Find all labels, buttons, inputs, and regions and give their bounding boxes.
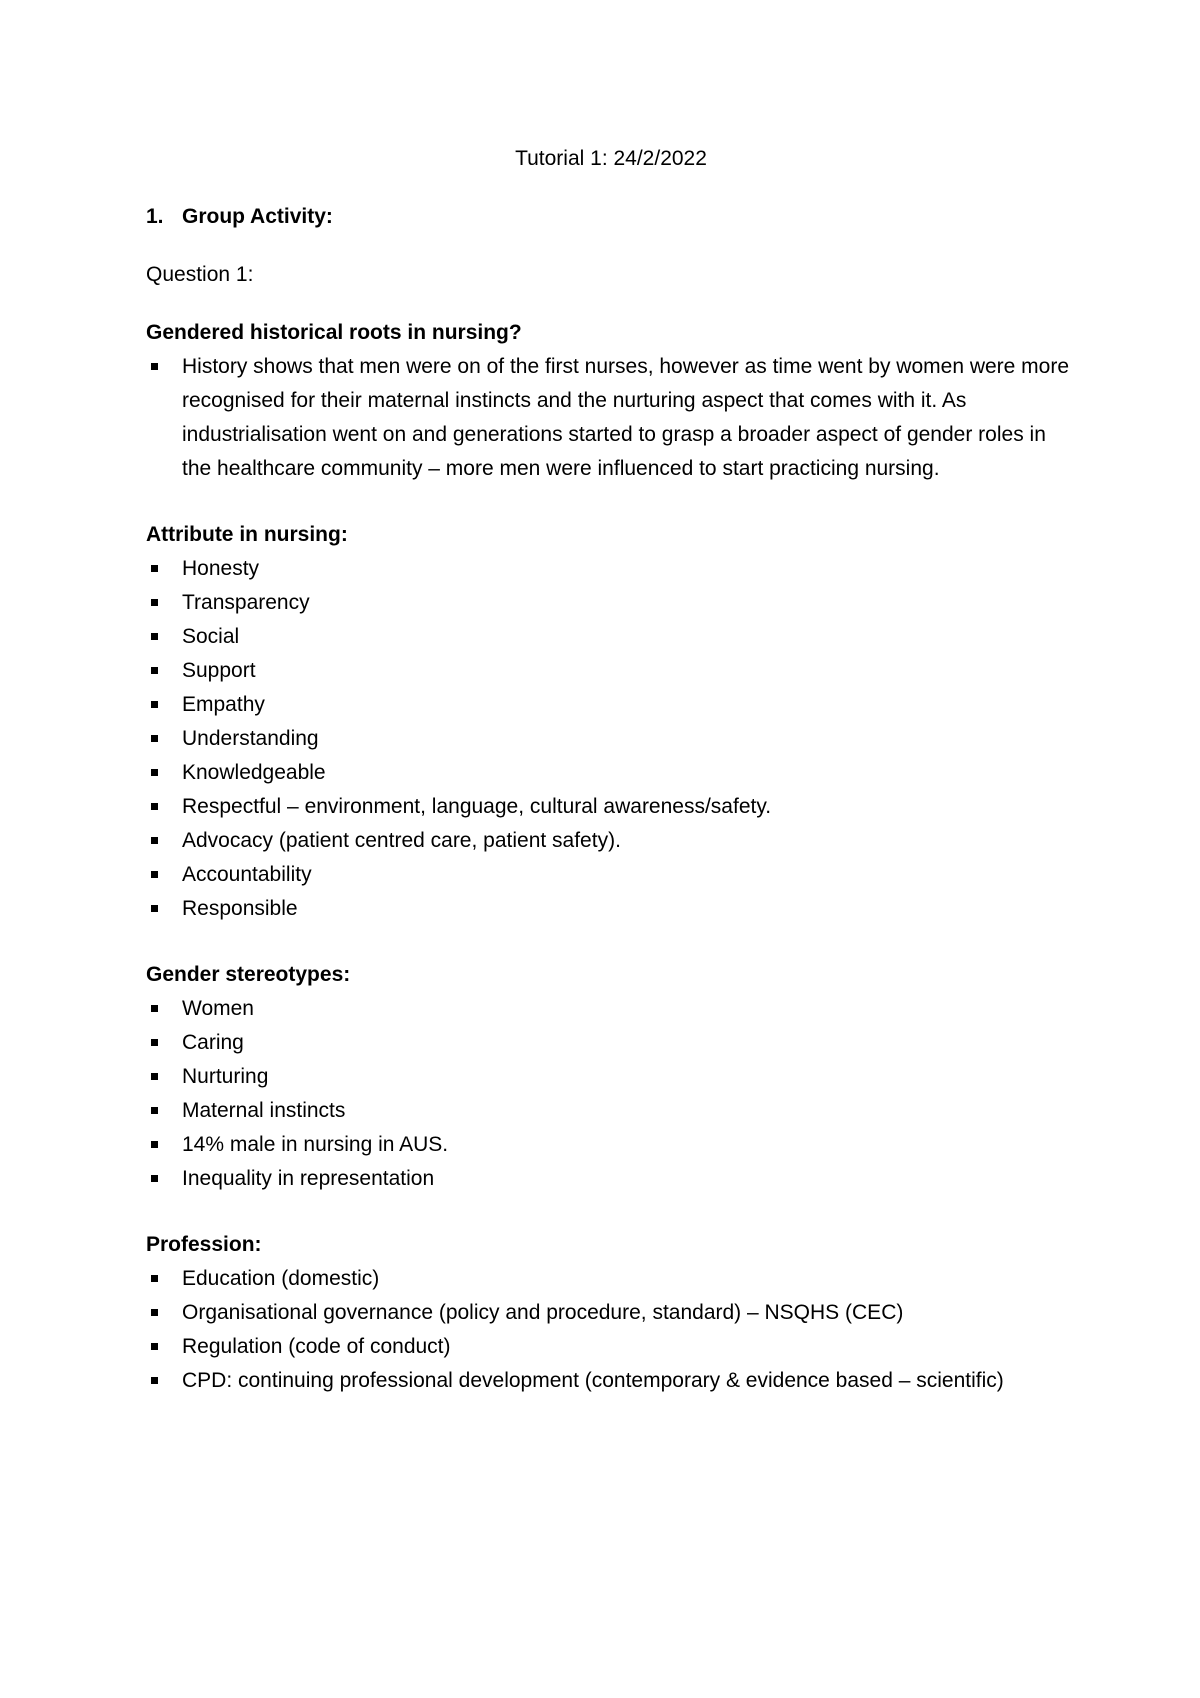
list-item-text: Support [182,659,256,682]
square-bullet-icon [146,1060,182,1094]
list-item-text: Honesty [182,557,260,580]
square-bullet-icon [146,552,182,586]
square-bullet-icon [146,1296,182,1330]
square-bullet-icon [146,1262,182,1296]
gendered-roots-heading: Gendered historical roots in nursing? [146,321,522,344]
list-item [146,552,1076,586]
square-bullet-icon [146,992,182,1026]
square-bullet-icon [146,892,182,926]
list-item [146,756,1076,790]
question-label: Question 1: [146,263,254,286]
section-label: Group Activity: [182,205,333,228]
list-item [146,350,1076,486]
list-item-text: Women [182,997,254,1020]
square-bullet-icon [146,1094,182,1128]
document-content [146,142,1076,1430]
square-bullet-icon [146,1026,182,1060]
list-item-text: Responsible [182,897,298,920]
list-item [146,1060,1076,1094]
list-item [146,1364,1076,1398]
square-bullet-icon [146,790,182,824]
list-item-text: Empathy [182,693,265,716]
square-bullet-icon [146,858,182,892]
square-bullet-icon [146,1128,182,1162]
list-item-text: Organisational governance (policy and procedure, standard) – NSQHS (CEC) [182,1301,904,1324]
profession-heading: Profession: [146,1233,262,1256]
attributes-heading: Attribute in nursing: [146,523,348,546]
square-bullet-icon [146,756,182,790]
list-item-text: CPD: continuing professional development (contemporary & evidence based – scientific) [182,1369,1004,1392]
gendered-roots-list [146,350,1076,486]
square-bullet-icon [146,1364,182,1398]
list-item [146,1026,1076,1060]
list-item-text: Inequality in representation [182,1167,435,1190]
list-item-text: Understanding [182,727,319,750]
list-item-text: Respectful – environment, language, cultural awareness/safety. [182,795,772,818]
list-item-text: Knowledgeable [182,761,326,784]
list-item-text: 14% male in nursing in AUS. [182,1133,449,1156]
section-number: 1. [146,205,164,228]
section-heading [146,200,1076,234]
square-bullet-icon [146,1162,182,1196]
list-item [146,892,1076,926]
square-bullet-icon [146,824,182,858]
list-item [146,1262,1076,1296]
list-item [146,1128,1076,1162]
list-item [146,1162,1076,1196]
list-item-text: Maternal instincts [182,1099,346,1122]
square-bullet-icon [146,688,182,722]
stereotypes-heading: Gender stereotypes: [146,963,351,986]
profession-list [146,1262,1076,1398]
list-item-text: Regulation (code of conduct) [182,1335,451,1358]
list-item-text: Advocacy (patient centred care, patient safety). [182,829,621,852]
attributes-list [146,552,1076,926]
list-item-text: Transparency [182,591,310,614]
list-item [146,790,1076,824]
list-item [146,1330,1076,1364]
stereotypes-list [146,992,1076,1196]
square-bullet-icon [146,654,182,688]
list-item [146,620,1076,654]
list-item-text: Accountability [182,863,312,886]
list-item-text: History shows that men were on of the first nurses, however as time went by women were more recognised for their maternal instincts and the nurturing aspect that comes with it. As industrialisation went on and generations started to grasp a broader aspect of gender roles in the healthcare community – more men were influenced to start practicing nursing. [182,355,1070,480]
list-item-text: Education (domestic) [182,1267,380,1290]
list-item [146,688,1076,722]
document-title: Tutorial 1: 24/2/2022 [515,147,707,170]
list-item [146,654,1076,688]
list-item [146,992,1076,1026]
list-item-text: Social [182,625,240,648]
square-bullet-icon [146,620,182,654]
list-item [146,1296,1076,1330]
list-item [146,1094,1076,1128]
list-item [146,722,1076,756]
square-bullet-icon [146,586,182,620]
square-bullet-icon [146,350,182,384]
square-bullet-icon [146,722,182,756]
square-bullet-icon [146,1330,182,1364]
list-item-text: Caring [182,1031,244,1054]
list-item [146,824,1076,858]
list-item [146,858,1076,892]
list-item [146,586,1076,620]
list-item-text: Nurturing [182,1065,269,1088]
